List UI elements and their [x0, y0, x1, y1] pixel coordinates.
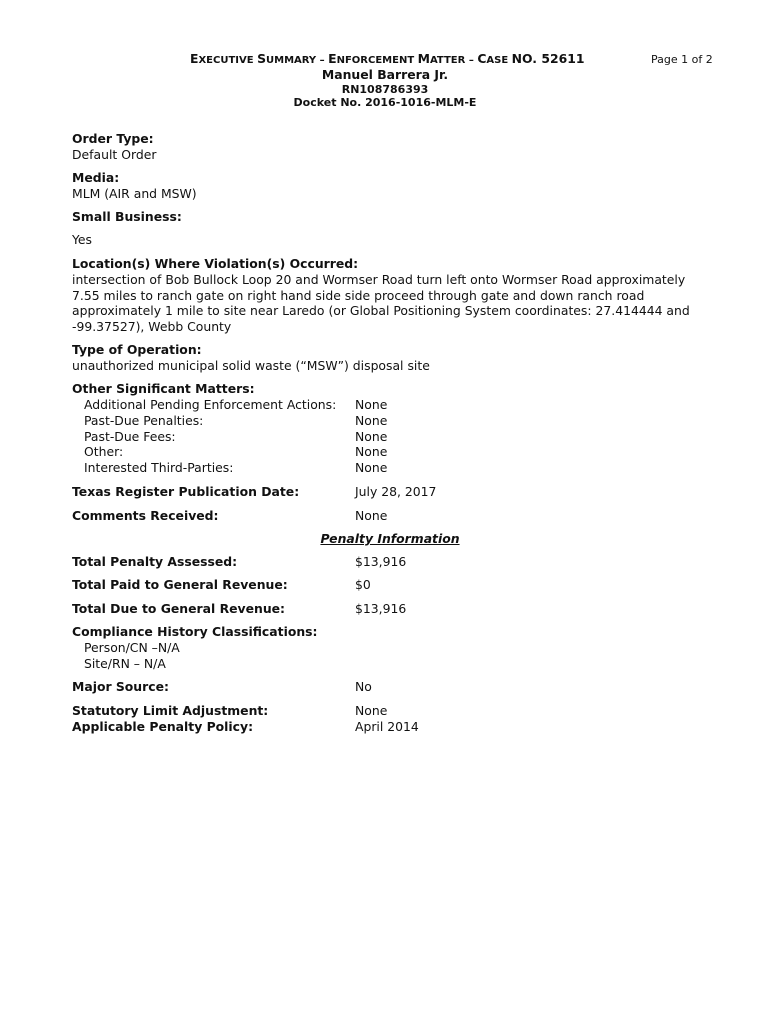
order-type-value: Default Order: [72, 147, 157, 162]
title-cap: E: [190, 51, 199, 66]
due-value: $13,916: [355, 601, 407, 616]
other-matter-value: None: [355, 397, 388, 412]
other-matter-label: Past-Due Fees:: [84, 429, 176, 444]
media-value: MLM (AIR and MSW): [72, 186, 197, 201]
title-rest: ATTER –: [429, 55, 478, 66]
respondent-name: Manuel Barrera Jr.: [321, 67, 449, 82]
title-cap: S: [257, 51, 266, 66]
penalty-assessed-value: $13,916: [355, 554, 407, 569]
paid-label: Total Paid to General Revenue:: [72, 577, 288, 592]
policy-value: April 2014: [355, 719, 419, 734]
document-title: [190, 51, 584, 69]
other-matter-value: None: [355, 429, 388, 444]
title-rest: ASE: [486, 55, 512, 66]
small-business-value: Yes: [72, 232, 93, 247]
other-matter-label: Past-Due Penalties:: [84, 413, 204, 428]
location-line: -99.37527), Webb County: [72, 319, 232, 334]
operation-value: unauthorized municipal solid waste (“MSW”) disposal site: [72, 358, 430, 373]
title-rest: O. 52611: [522, 51, 585, 66]
location-line: intersection of Bob Bullock Loop 20 and Wormser Road turn left onto Wormser Road approximately: [72, 272, 686, 287]
other-matter-label: Additional Pending Enforcement Actions:: [84, 397, 337, 412]
location-line: approximately 1 mile to site near Laredo (or Global Positioning System coordinates: 27.414444 and: [72, 303, 690, 318]
compliance-site: Site/RN – N/A: [84, 656, 166, 671]
comments-label: Comments Received:: [72, 508, 219, 523]
rn-number: RN108786393: [341, 83, 429, 96]
penalty-heading: Penalty Information: [320, 531, 460, 546]
title-rest: XECUTIVE: [198, 55, 258, 66]
title-cap: N: [511, 51, 523, 66]
location-line: 7.55 miles to ranch gate on right hand side side proceed through gate and down ranch road: [72, 288, 645, 303]
operation-label: Type of Operation:: [72, 342, 202, 357]
other-matter-value: None: [355, 460, 388, 475]
major-source-value: No: [355, 679, 372, 694]
register-date-label: Texas Register Publication Date:: [72, 484, 300, 499]
statutory-label: Statutory Limit Adjustment:: [72, 703, 269, 718]
paid-value: $0: [355, 577, 371, 592]
other-matters-label: Other Significant Matters:: [72, 381, 255, 396]
location-label: Location(s) Where Violation(s) Occurred:: [72, 256, 359, 271]
title-rest: UMMARY –: [266, 55, 329, 66]
title-cap: M: [417, 51, 430, 66]
register-date-value: July 28, 2017: [355, 484, 437, 499]
compliance-person: Person/CN –N/A: [84, 640, 180, 655]
comments-value: None: [355, 508, 388, 523]
other-matter-value: None: [355, 413, 388, 428]
title-cap: C: [477, 51, 487, 66]
title-rest: NFORCEMENT: [336, 55, 418, 66]
title-cap: E: [328, 51, 337, 66]
other-matter-value: None: [355, 444, 388, 459]
other-matter-label: Other:: [84, 444, 124, 459]
media-label: Media:: [72, 170, 120, 185]
penalty-assessed-label: Total Penalty Assessed:: [72, 554, 238, 569]
due-label: Total Due to General Revenue:: [72, 601, 285, 616]
page-number: Page 1 of 2: [651, 53, 713, 66]
statutory-value: None: [355, 703, 388, 718]
compliance-label: Compliance History Classifications:: [72, 624, 318, 639]
policy-label: Applicable Penalty Policy:: [72, 719, 254, 734]
order-type-label: Order Type:: [72, 131, 154, 146]
major-source-label: Major Source:: [72, 679, 169, 694]
small-business-label: Small Business:: [72, 209, 182, 224]
docket-number: Docket No. 2016-1016-MLM-E: [293, 96, 477, 109]
other-matter-label: Interested Third-Parties:: [84, 460, 234, 475]
